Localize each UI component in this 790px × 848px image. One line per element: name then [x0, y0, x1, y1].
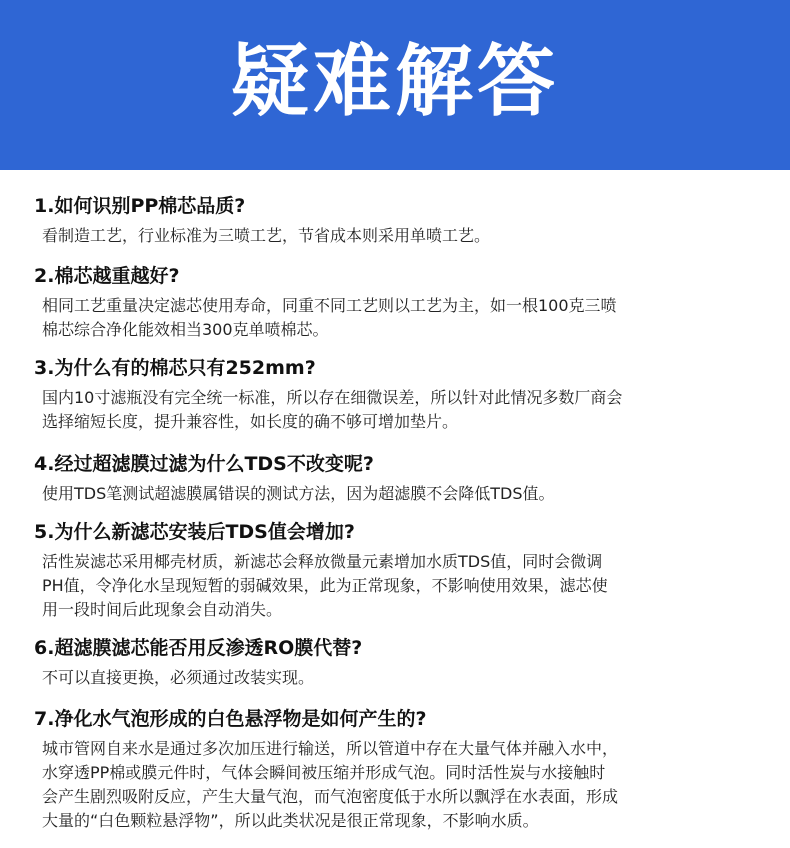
answer-line: 城市管网自来水是通过多次加压进行输送，所以管道中存在大量气体并融入水中，: [42, 739, 619, 758]
answer-line: 用一段时间后此现象会自动消失。: [42, 600, 283, 619]
faq-answer-1: [42, 224, 772, 248]
answer-line: 不可以直接更换，必须通过改装实现。: [42, 668, 315, 687]
answer-line: 选择缩短长度，提升兼容性，如长度的确不够可增加垫片。: [42, 412, 459, 431]
faq-question-6: 6.超滤膜滤芯能否用反渗透RO膜代替?: [34, 637, 363, 659]
faq-answer-2: [42, 294, 772, 342]
faq-answer-6: [42, 666, 772, 690]
faq-answer-3: [42, 386, 772, 434]
faq-question-4: 4.经过超滤膜过滤为什么TDS不改变呢?: [34, 453, 374, 475]
faq-question-3: 3.为什么有的棉芯只有252mm?: [34, 357, 316, 379]
faq-question-5: 5.为什么新滤芯安装后TDS值会增加?: [34, 521, 355, 543]
faq-answer-7: [42, 737, 772, 833]
faq-question-2: 2.棉芯越重越好?: [34, 265, 180, 287]
faq-answer-5: [42, 550, 772, 622]
answer-line: 会产生剧烈吸附反应，产生大量气泡，而气泡密度低于水所以飘浮在水表面，形成: [42, 787, 619, 806]
answer-line: PH值，令净化水呈现短暂的弱碱效果，此为正常现象，不影响使用效果，滤芯使: [42, 576, 608, 595]
answer-line: 活性炭滤芯采用椰壳材质，新滤芯会释放微量元素增加水质TDS值，同时会微调: [42, 552, 603, 571]
answer-line: 水穿透PP棉或膜元件时，气体会瞬间被压缩并形成气泡。同时活性炭与水接触时: [42, 763, 606, 782]
answer-line: 相同工艺重量决定滤芯使用寿命，同重不同工艺则以工艺为主，如一根100克三喷: [42, 296, 617, 315]
faq-question-1: 1.如何识别PP棉芯品质?: [34, 195, 246, 217]
header-banner: [0, 0, 790, 170]
answer-line: 大量的“白色颗粒悬浮物”，所以此类状况是很正常现象，不影响水质。: [42, 811, 539, 830]
faq-question-7: 7.净化水气泡形成的白色悬浮物是如何产生的?: [34, 708, 427, 730]
answer-line: 棉芯综合净化能效相当300克单喷棉芯。: [42, 320, 329, 339]
answer-line: 国内10寸滤瓶没有完全统一标准，所以存在细微误差，所以针对此情况多数厂商会: [42, 388, 623, 407]
faq-answer-4: [42, 482, 772, 506]
answer-line: 看制造工艺，行业标准为三喷工艺，节省成本则采用单喷工艺。: [42, 226, 491, 245]
page-title: 疑难解答: [230, 37, 559, 127]
answer-line: 使用TDS笔测试超滤膜属错误的测试方法，因为超滤膜不会降低TDS值。: [42, 484, 555, 503]
